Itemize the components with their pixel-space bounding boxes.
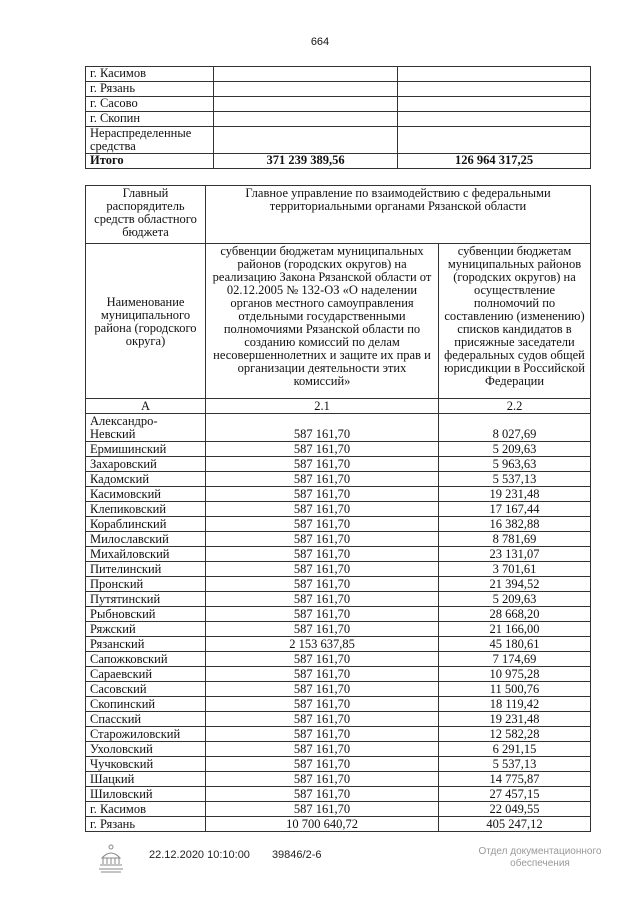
row-value-2	[398, 97, 591, 112]
page-number: 664	[310, 36, 330, 48]
row-value-1: 587 161,70	[206, 414, 439, 442]
row-value-2: 28 668,20	[439, 607, 591, 622]
row-value-1: 587 161,70	[206, 562, 439, 577]
row-value-1	[214, 127, 398, 154]
row-value-2: 5 963,63	[439, 457, 591, 472]
row-name: Милославский	[86, 532, 206, 547]
row-value-2: 5 537,13	[439, 757, 591, 772]
row-name: Ряжский	[86, 622, 206, 637]
row-value-1: 587 161,70	[206, 577, 439, 592]
row-value-1: 587 161,70	[206, 712, 439, 727]
table-row	[86, 127, 591, 154]
codes-row	[86, 399, 591, 414]
code-a: А	[86, 399, 206, 414]
row-name: г. Сасово	[86, 97, 214, 112]
row-value-2: 5 537,13	[439, 472, 591, 487]
row-value-2: 11 500,76	[439, 682, 591, 697]
row-value-1: 587 161,70	[206, 697, 439, 712]
row-value-1	[214, 112, 398, 127]
table-row	[86, 697, 591, 712]
row-value-2: 21 394,52	[439, 577, 591, 592]
row-value-2: 23 131,07	[439, 547, 591, 562]
row-name: Рыбновский	[86, 607, 206, 622]
col-2-title: субвенции бюджетам муниципальных районов (городских округов) на осуществление полномочий по составлению (изменению) списков кандидатов в присяжные заседатели федеральных судов общей юрисдикции в Российской Федерации	[439, 244, 591, 399]
header-left: Главный распорядитель средств областного бюджета	[86, 186, 206, 244]
row-name: Путятинский	[86, 592, 206, 607]
table-row	[86, 772, 591, 787]
row-name: Клепиковский	[86, 502, 206, 517]
row-value-2: 16 382,88	[439, 517, 591, 532]
row-name: Шацкий	[86, 772, 206, 787]
row-name: г. Касимов	[86, 802, 206, 817]
table-row	[86, 682, 591, 697]
code-1: 2.1	[206, 399, 439, 414]
table-row	[86, 67, 591, 82]
row-value-2: 45 180,61	[439, 637, 591, 652]
row-value-2: 7 174,69	[439, 652, 591, 667]
row-value-1: 587 161,70	[206, 502, 439, 517]
row-value-2: 3 701,61	[439, 562, 591, 577]
row-name: Кадомский	[86, 472, 206, 487]
table-row	[86, 532, 591, 547]
subventions-table	[85, 185, 591, 832]
row-value-1: 2 153 637,85	[206, 637, 439, 652]
row-name: Пителинский	[86, 562, 206, 577]
row-name: Пронский	[86, 577, 206, 592]
table-row	[86, 112, 591, 127]
row-name: Касимовский	[86, 487, 206, 502]
col-1-title: субвенции бюджетам муниципальных районов (городских округов) на реализацию Закона Рязанской области от 02.12.2005 № 132-ОЗ «О наделении органов местного самоуправления отдельными государственными полномочиями Рязанской области по созданию комиссий по делам несовершеннолетних и защите их прав и организации деятельности этих комиссий»	[206, 244, 439, 399]
row-value-2: 5 209,63	[439, 592, 591, 607]
table-row	[86, 487, 591, 502]
row-value-1: 587 161,70	[206, 592, 439, 607]
row-value-2: 14 775,87	[439, 772, 591, 787]
row-value-1: 587 161,70	[206, 787, 439, 802]
row-value-1: 587 161,70	[206, 667, 439, 682]
row-name: Чучковский	[86, 757, 206, 772]
row-value-1: 587 161,70	[206, 772, 439, 787]
table-row	[86, 592, 591, 607]
table-row	[86, 517, 591, 532]
row-name: Ермишинский	[86, 442, 206, 457]
table-row	[86, 727, 591, 742]
row-value-2: 19 231,48	[439, 712, 591, 727]
header-row-columns	[86, 244, 591, 399]
row-value-1: 587 161,70	[206, 727, 439, 742]
header-right: Главное управление по взаимодействию с федеральными территориальными органами Рязанской области	[206, 186, 591, 244]
row-value-2: 8 027,69	[439, 414, 591, 442]
row-value-1: 587 161,70	[206, 757, 439, 772]
table-row	[86, 742, 591, 757]
total-row	[86, 154, 591, 169]
row-name: Спасский	[86, 712, 206, 727]
table-row	[86, 712, 591, 727]
table-row	[86, 547, 591, 562]
row-value-1: 587 161,70	[206, 547, 439, 562]
row-name: Скопинский	[86, 697, 206, 712]
emblem-icon	[97, 844, 125, 874]
row-value-2: 12 582,28	[439, 727, 591, 742]
row-value-1: 587 161,70	[206, 607, 439, 622]
row-value-1: 587 161,70	[206, 682, 439, 697]
row-name: Старожиловский	[86, 727, 206, 742]
row-name: Рязанский	[86, 637, 206, 652]
row-value-2	[398, 112, 591, 127]
row-name: Нераспределенные средства	[86, 127, 214, 154]
row-name: г. Рязань	[86, 817, 206, 832]
row-value-1: 10 700 640,72	[206, 817, 439, 832]
row-name: г. Рязань	[86, 82, 214, 97]
table-row	[86, 667, 591, 682]
footer	[85, 844, 625, 874]
row-value-2: 8 781,69	[439, 532, 591, 547]
row-value-2: 21 166,00	[439, 622, 591, 637]
row-value-1: 371 239 389,56	[214, 154, 398, 169]
table-row	[86, 502, 591, 517]
footer-doc-number: 39846/2-6	[271, 849, 322, 861]
row-value-2: 10 975,28	[439, 667, 591, 682]
row-value-1: 587 161,70	[206, 457, 439, 472]
table-row	[86, 472, 591, 487]
row-value-2: 126 964 317,25	[398, 154, 591, 169]
table-row	[86, 82, 591, 97]
col-a-title: Наименование муниципального района (городского округа)	[86, 244, 206, 399]
row-value-2: 19 231,48	[439, 487, 591, 502]
row-name: Михайловский	[86, 547, 206, 562]
table-row	[86, 637, 591, 652]
row-name: Шиловский	[86, 787, 206, 802]
row-value-2: 6 291,15	[439, 742, 591, 757]
lower-section	[85, 185, 625, 874]
row-value-1	[214, 67, 398, 82]
table-row	[86, 414, 591, 442]
table-row	[86, 457, 591, 472]
table-row	[86, 607, 591, 622]
code-2: 2.2	[439, 399, 591, 414]
totals-table	[85, 66, 591, 169]
table-row	[86, 757, 591, 772]
table-row	[86, 787, 591, 802]
table-row	[86, 562, 591, 577]
row-value-2: 17 167,44	[439, 502, 591, 517]
row-value-1: 587 161,70	[206, 517, 439, 532]
row-value-1: 587 161,70	[206, 472, 439, 487]
table-row	[86, 577, 591, 592]
table-row	[86, 802, 591, 817]
row-value-2	[398, 127, 591, 154]
row-name: Кораблинский	[86, 517, 206, 532]
row-value-1	[214, 82, 398, 97]
row-value-1: 587 161,70	[206, 652, 439, 667]
row-name: Захаровский	[86, 457, 206, 472]
row-name: г. Скопин	[86, 112, 214, 127]
row-value-2	[398, 82, 591, 97]
row-name: Сараевский	[86, 667, 206, 682]
table-row	[86, 652, 591, 667]
row-value-2: 5 209,63	[439, 442, 591, 457]
row-name: Сасовский	[86, 682, 206, 697]
row-value-1: 587 161,70	[206, 532, 439, 547]
row-value-1: 587 161,70	[206, 742, 439, 757]
row-value-2: 22 049,55	[439, 802, 591, 817]
table-row	[86, 817, 591, 832]
row-name: Александро-Невский	[86, 414, 206, 442]
row-value-2: 18 119,42	[439, 697, 591, 712]
row-value-1: 587 161,70	[206, 487, 439, 502]
row-value-2	[398, 67, 591, 82]
row-value-2: 405 247,12	[439, 817, 591, 832]
footer-department: Отдел документационного обеспечения	[478, 846, 602, 869]
table-row	[86, 97, 591, 112]
row-value-1	[214, 97, 398, 112]
table-row	[86, 442, 591, 457]
row-value-1: 587 161,70	[206, 442, 439, 457]
footer-datetime: 22.12.2020 10:10:00	[149, 849, 250, 861]
row-name: г. Касимов	[86, 67, 214, 82]
row-value-1: 587 161,70	[206, 622, 439, 637]
row-name: Ухоловский	[86, 742, 206, 757]
row-name: Сапожковский	[86, 652, 206, 667]
row-value-2: 27 457,15	[439, 787, 591, 802]
row-value-1: 587 161,70	[206, 802, 439, 817]
header-row-administrator	[86, 186, 591, 244]
row-name: Итого	[86, 154, 214, 169]
table-row	[86, 622, 591, 637]
